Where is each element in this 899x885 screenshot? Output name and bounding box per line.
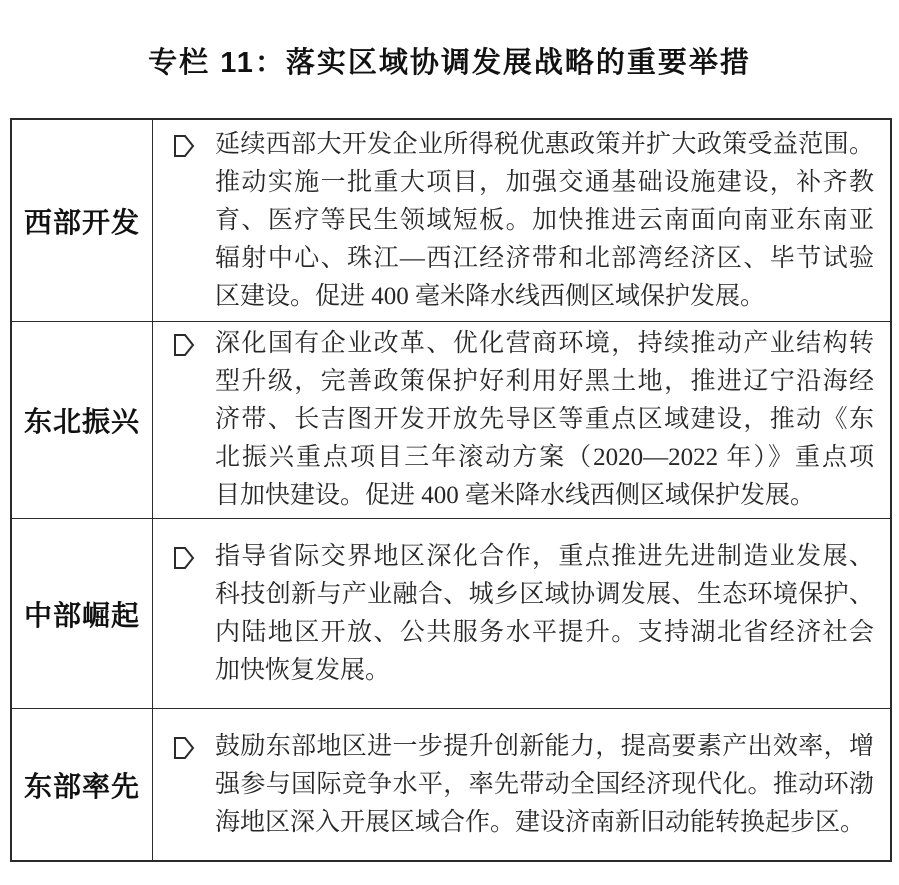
- text-line: 型升级，完善政策保护好利用好黑土地，推进辽宁沿海经: [215, 368, 874, 395]
- page-title: 专栏 11：落实区域协调发展战略的重要举措: [148, 47, 751, 79]
- row-content-cell: [153, 709, 890, 860]
- text-line: 深化国有企业改革、优化营商环境，持续推动产业结构转: [215, 330, 874, 357]
- row-label: 西部开发: [23, 206, 140, 238]
- text-line: 目加快建设。促进 400 毫米降水线西侧区域保护发展。: [215, 482, 816, 509]
- row-content: [173, 728, 874, 842]
- row-text: [215, 728, 874, 842]
- row-text: [215, 325, 874, 515]
- row-content: [173, 538, 874, 690]
- table-row: [12, 518, 890, 708]
- text-line: 海地区深入开展区域合作。建设济南新旧动能转换起步区。: [215, 808, 866, 836]
- text-line: 内陆地区开放、公共服务水平提升。支持湖北省经济社会: [215, 618, 874, 646]
- text-line: 区建设。促进 400 毫米降水线西侧区域保护发展。: [215, 282, 766, 310]
- arrow-right-icon: [173, 134, 195, 158]
- row-text: [215, 538, 874, 690]
- row-content: [173, 325, 874, 515]
- row-label: 中部崛起: [23, 599, 140, 631]
- arrow-right-icon: [173, 546, 195, 570]
- row-content: [173, 126, 874, 316]
- arrow-right-icon: [173, 736, 195, 760]
- row-label-cell: [12, 709, 153, 860]
- row-label-cell: [12, 120, 153, 321]
- text-line: 强参与国际竞争水平，率先带动全国经济现代化。推动环渤: [215, 770, 874, 798]
- text-line: 指导省际交界地区深化合作，重点推进先进制造业发展、: [215, 542, 874, 570]
- row-label: 东部率先: [23, 770, 140, 802]
- text-line: 济带、长吉图开发开放先导区等重点区域建设，推动《东: [215, 406, 874, 433]
- text-line: 科技创新与产业融合、城乡区域协调发展、生态环境保护、: [215, 580, 874, 608]
- row-label: 东北振兴: [23, 406, 140, 437]
- text-line: 推动实施一批重大项目，加强交通基础设施建设，补齐教: [215, 168, 874, 196]
- row-content-cell: [153, 519, 890, 708]
- arrow-right-icon: [173, 333, 195, 357]
- text-line: 鼓励东部地区进一步提升创新能力，提高要素产出效率，增: [215, 732, 874, 760]
- table-row: [12, 321, 890, 518]
- table-row: [12, 708, 890, 860]
- text-line: 育、医疗等民生领域短板。加快推进云南面向南亚东南亚: [215, 206, 874, 234]
- row-label-cell: [12, 322, 153, 518]
- table-row: [12, 120, 890, 321]
- row-label-cell: [12, 519, 153, 708]
- text-line: 北振兴重点项目三年滚动方案（2020—2022 年）》重点项: [215, 444, 874, 471]
- text-line: 加快恢复发展。: [215, 656, 391, 684]
- row-content-cell: [153, 322, 890, 518]
- row-content-cell: [153, 120, 890, 321]
- measures-table: [10, 118, 892, 862]
- text-line: 延续西部大开发企业所得税优惠政策并扩大政策受益范围。: [215, 130, 874, 158]
- row-text: [215, 126, 874, 316]
- text-line: 辐射中心、珠江—西江经济带和北部湾经济区、毕节试验: [215, 244, 874, 272]
